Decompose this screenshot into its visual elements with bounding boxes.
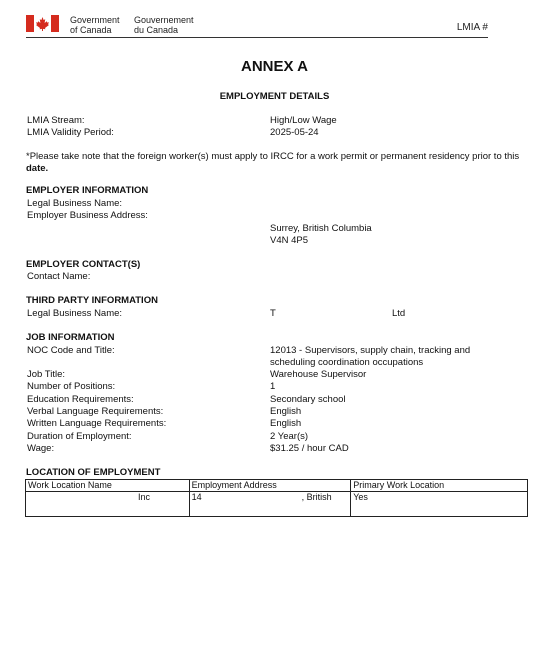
noc-label: NOC Code and Title:: [27, 345, 115, 356]
table-row: [26, 492, 528, 517]
page-title: ANNEX A: [241, 58, 308, 75]
column-header: Work Location Name: [26, 480, 190, 492]
column-header: Employment Address: [189, 480, 351, 492]
wage-label: Wage:: [27, 443, 55, 454]
work-location-name-cell: Inc: [26, 492, 190, 517]
lmia-stream-label: LMIA Stream:: [27, 115, 85, 126]
positions-value: 1: [270, 381, 276, 392]
canada-flag-icon: [26, 15, 59, 32]
location-table: [25, 479, 528, 517]
column-header: Primary Work Location: [351, 480, 528, 492]
contact-name-label: Contact Name:: [27, 271, 91, 282]
third-party-legal-name-suffix: Ltd: [392, 308, 406, 319]
employer-address-value: Surrey, British Columbia V4N 4P5: [270, 223, 372, 246]
duration-label: Duration of Employment:: [27, 431, 132, 442]
government-name-english: Government of Canada: [70, 15, 120, 35]
primary-work-location-cell: Yes: [351, 492, 528, 517]
employer-information-heading: EMPLOYER INFORMATION: [26, 185, 149, 196]
third-party-legal-name-label: Legal Business Name:: [27, 308, 123, 319]
employer-contact-heading: EMPLOYER CONTACT(S): [26, 259, 141, 270]
government-name-french: Gouvernement du Canada: [134, 15, 194, 35]
work-permit-note: *Please take note that the foreign worker(s) must apply to IRCC for a work permit or permanent residency prior to this date.: [26, 151, 520, 174]
lmia-stream-value: High/Low Wage: [270, 115, 337, 126]
third-party-heading: THIRD PARTY INFORMATION: [26, 295, 158, 306]
lmia-validity-value: 2025-05-24: [270, 127, 319, 138]
employment-address-cell: 14 , British: [189, 492, 351, 517]
location-table-header: [26, 480, 528, 492]
written-language-label: Written Language Requirements:: [27, 418, 167, 429]
written-language-value: English: [270, 418, 302, 429]
third-party-legal-name-prefix: T: [270, 308, 276, 319]
location-heading: LOCATION OF EMPLOYMENT: [26, 467, 161, 478]
employer-address-label: Employer Business Address:: [27, 210, 148, 221]
page-subtitle: EMPLOYMENT DETAILS: [219, 91, 330, 102]
verbal-language-value: English: [270, 406, 302, 417]
lmia-validity-label: LMIA Validity Period:: [27, 127, 114, 138]
education-label: Education Requirements:: [27, 394, 134, 405]
education-value: Secondary school: [270, 394, 346, 405]
duration-value: 2 Year(s): [270, 431, 309, 442]
job-information-heading: JOB INFORMATION: [26, 332, 115, 343]
wage-value: $31.25 / hour CAD: [270, 443, 349, 454]
lmia-reference: LMIA #: [456, 22, 488, 33]
job-title-value: Warehouse Supervisor: [270, 369, 367, 380]
verbal-language-label: Verbal Language Requirements:: [27, 406, 164, 417]
government-header: [26, 15, 488, 38]
employer-legal-name-label: Legal Business Name:: [27, 198, 123, 209]
positions-label: Number of Positions:: [27, 381, 116, 392]
noc-value: 12013 - Supervisors, supply chain, tracking and scheduling coordination occupations: [270, 345, 471, 368]
job-title-label: Job Title:: [27, 369, 66, 380]
